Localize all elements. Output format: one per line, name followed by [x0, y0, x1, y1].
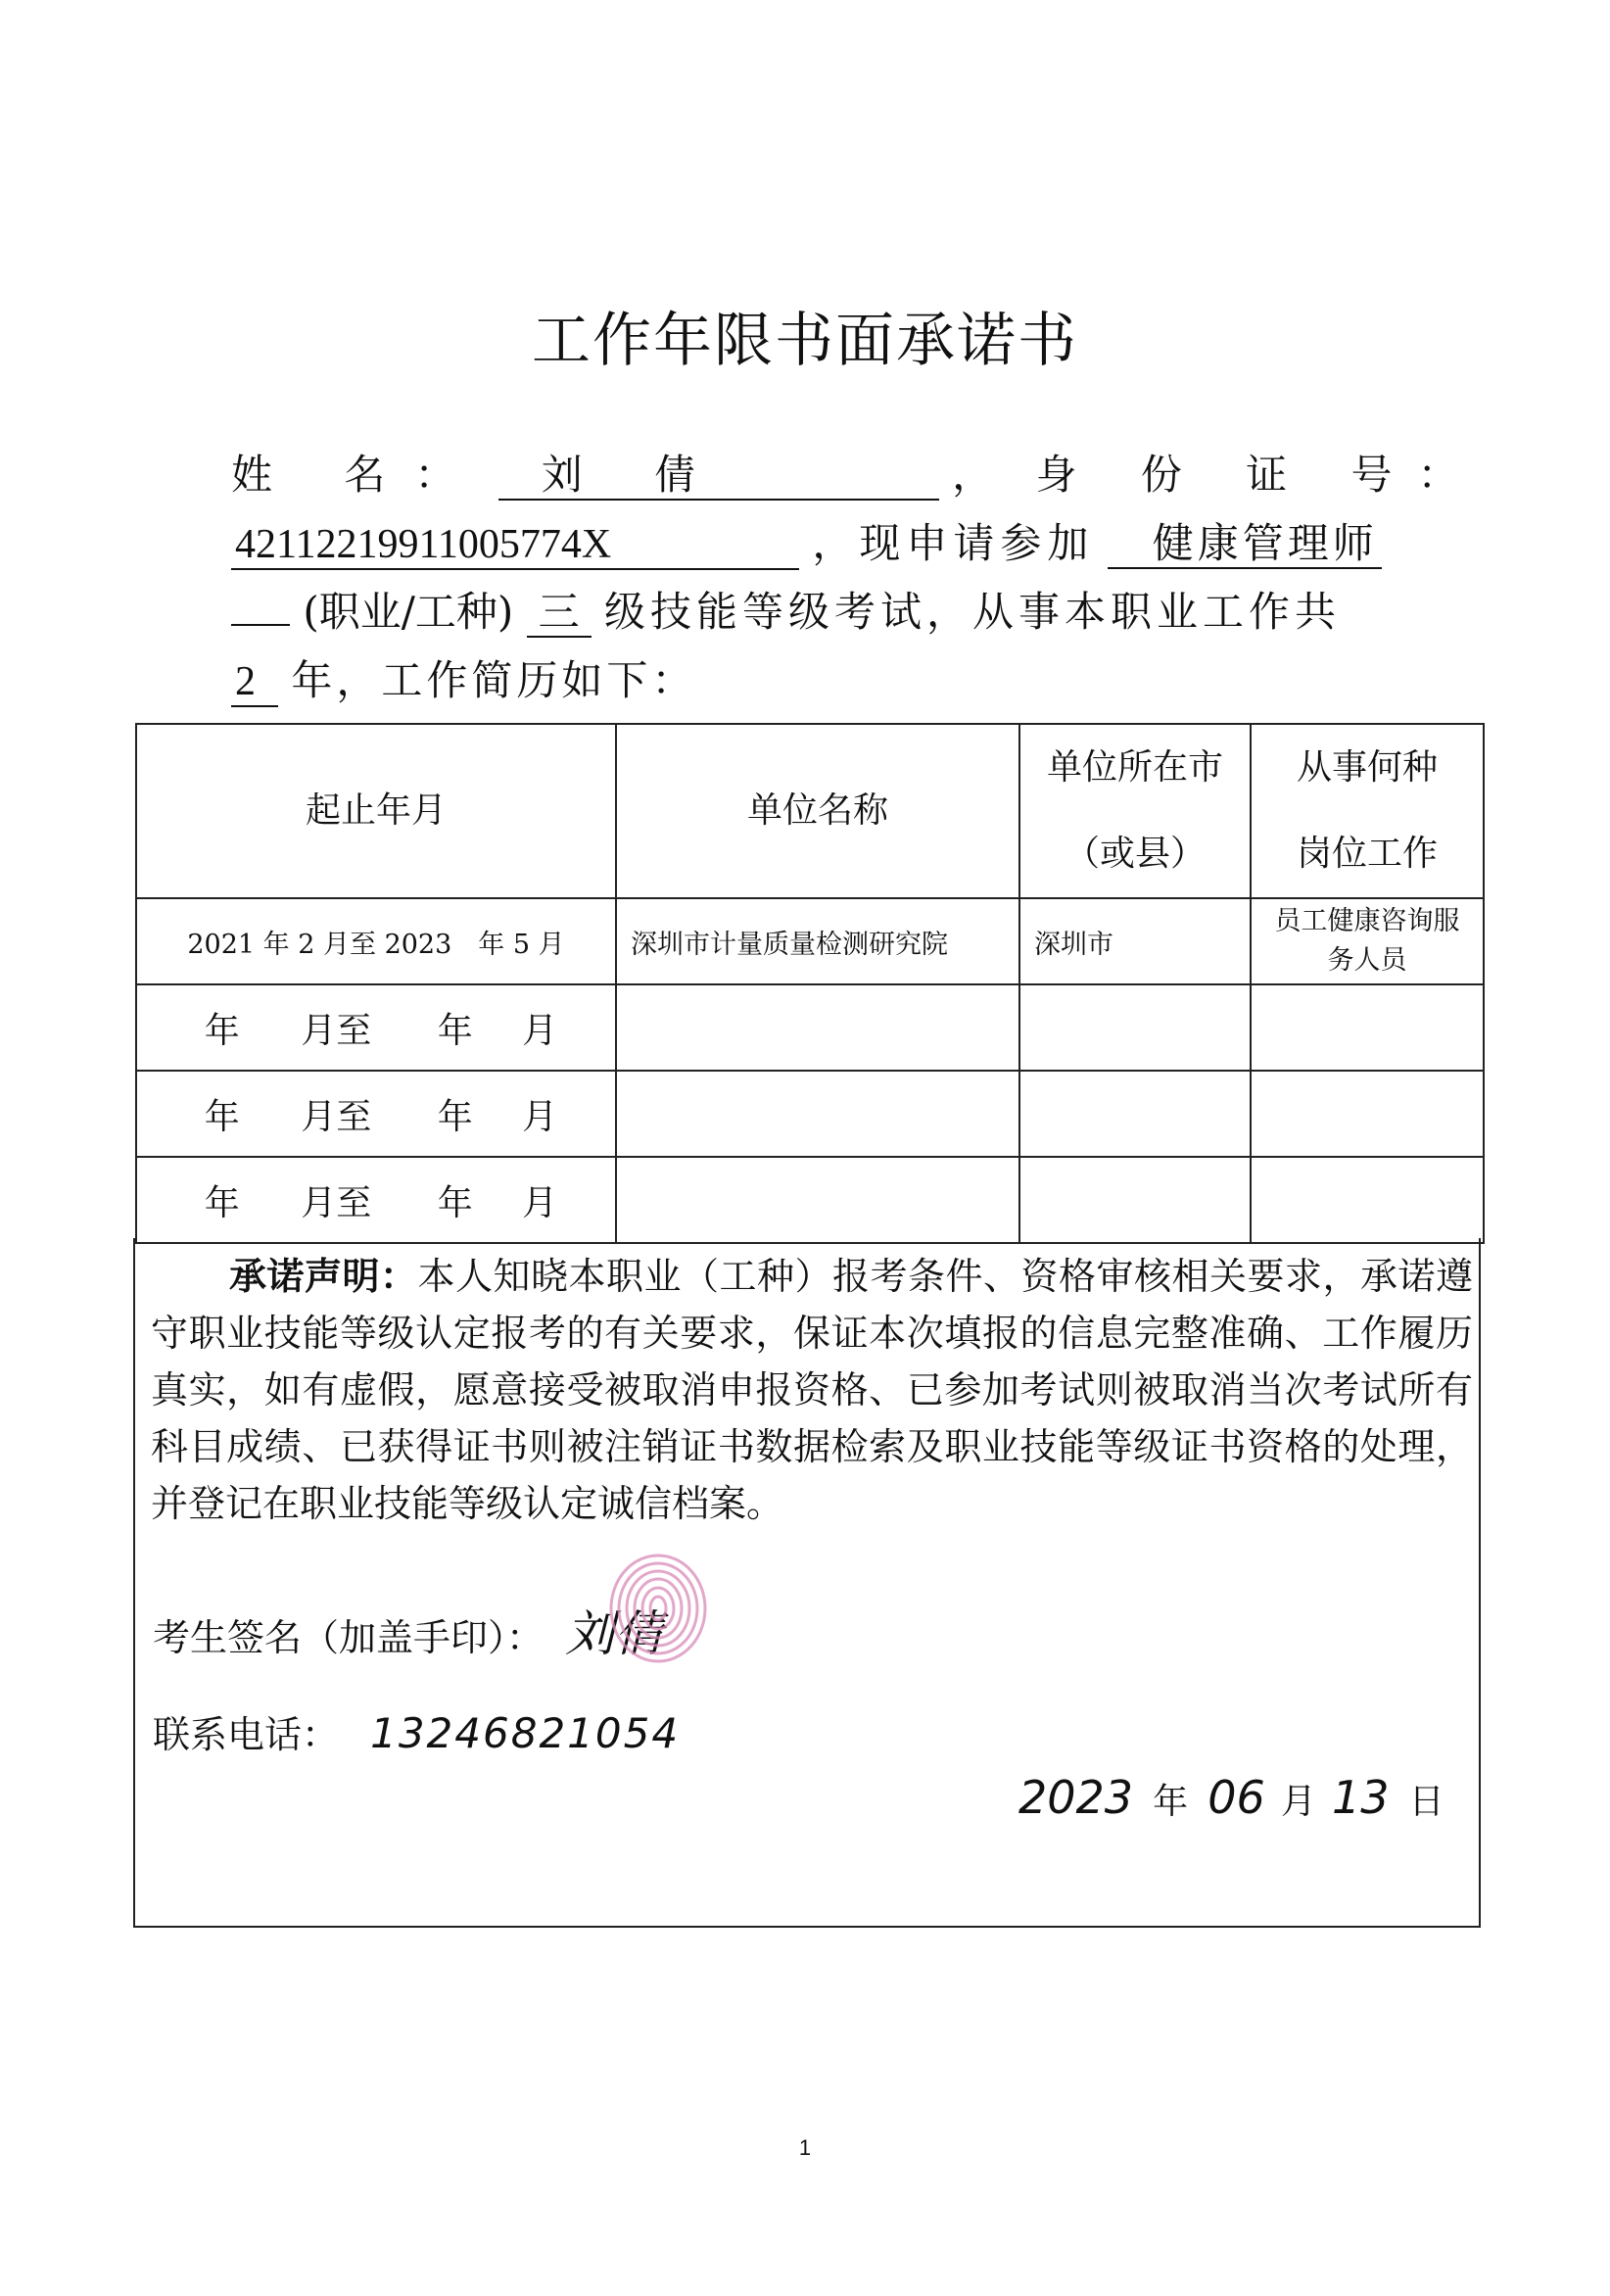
years-value: 2 [231, 658, 278, 707]
occupation-blank [231, 624, 290, 626]
header-unit: 单位名称 [616, 724, 1019, 898]
blank-cell [1019, 1157, 1251, 1243]
row1-unit: 深圳市计量质量检测研究院 [616, 898, 1019, 984]
blank-cell [1019, 984, 1251, 1071]
name-label: 姓 名： [231, 451, 486, 499]
id-line [231, 511, 1379, 570]
row1-post [1251, 898, 1484, 984]
id-number-value: 42112219911005774X [231, 521, 799, 570]
row1-post-line1: 员工健康咨询服 [1274, 906, 1460, 936]
date-day: 13 [1332, 1771, 1390, 1824]
level-line [231, 580, 1379, 639]
apply-text: ，现申请参加 [812, 519, 1095, 567]
date-month-unit: 月 [1280, 1782, 1316, 1822]
row1-period: 2021 年 2 月至 2023 年 5 月 [136, 898, 616, 984]
years-text: 年，工作简历如下： [291, 656, 697, 704]
document-title: 工作年限书面承诺书 [532, 307, 1078, 375]
date-year-unit: 年 [1153, 1782, 1189, 1822]
row1-post-line2: 务人员 [1327, 945, 1407, 976]
id-label: 身 份 证 号： [1035, 451, 1485, 499]
table-row [136, 984, 1484, 1071]
blank-cell [1251, 1071, 1484, 1157]
name-line [231, 443, 1485, 502]
table-row [136, 898, 1484, 984]
date-day-unit: 日 [1408, 1782, 1444, 1822]
blank-period [136, 1157, 616, 1243]
header-post-line1: 从事何种 [1296, 747, 1438, 788]
occupation-paren: (职业/工种) [303, 588, 514, 636]
blank-period [136, 1071, 616, 1157]
header-city-line2: （或县） [1064, 834, 1206, 874]
work-history-table [135, 723, 1485, 1244]
blank-year-start: 年 [204, 1182, 240, 1223]
blank-month-start: 月至 [301, 1010, 372, 1051]
blank-year-end: 年 [437, 1182, 473, 1223]
blank-cell [1019, 1071, 1251, 1157]
level-text: 级技能等级考试，从事本职业工作共 [604, 588, 1342, 636]
commitment-statement [151, 1248, 1473, 1532]
blank-year-end: 年 [437, 1010, 473, 1051]
blank-year-end: 年 [437, 1096, 473, 1137]
blank-cell [616, 984, 1019, 1071]
blank-month-end: 月 [522, 1182, 558, 1223]
blank-month-start: 月至 [301, 1182, 372, 1223]
blank-period [136, 984, 616, 1071]
blank-cell [616, 1071, 1019, 1157]
years-line [231, 648, 1379, 707]
row1-city: 深圳市 [1019, 898, 1251, 984]
table-row [136, 1157, 1484, 1243]
blank-year-start: 年 [204, 1096, 240, 1137]
date-line [1018, 1771, 1444, 1824]
header-period: 起止年月 [136, 724, 616, 898]
blank-year-start: 年 [204, 1010, 240, 1051]
blank-cell [1251, 984, 1484, 1071]
phone-line [153, 1704, 680, 1758]
table-row [136, 1071, 1484, 1157]
name-value: 刘 倩 [498, 452, 939, 501]
signature-line [153, 1595, 663, 1665]
signature-label: 考生签名（加盖手印）： [153, 1616, 545, 1659]
blank-cell [1251, 1157, 1484, 1243]
blank-cell [616, 1157, 1019, 1243]
page-number: 1 [798, 2135, 812, 2160]
header-city [1019, 724, 1251, 898]
fingerprint-icon [599, 1548, 717, 1665]
statement-text: 本人知晓本职业（工种）报考条件、资格审核相关要求，承诺遵守职业技能等级认定报考的有关要求，保证本次填报的信息完整准确、工作履历真实，如有虚假，愿意接受被取消申报资格、已参加考试则被取消当次考试所有科目成绩、已获得证书则被注销证书数据检索及职业技能等级证书资格的处理，并登记在职业技能等级认定诚信档案。 [151, 1255, 1473, 1525]
table-header-row [136, 724, 1484, 898]
blank-month-start: 月至 [301, 1096, 372, 1137]
comma: ， [952, 451, 994, 499]
statement-label: 承诺声明： [229, 1255, 418, 1298]
phone-label: 联系电话： [153, 1713, 340, 1756]
signature-value: 刘倩 [565, 1605, 664, 1662]
blank-month-end: 月 [522, 1010, 558, 1051]
level-value: 三 [527, 589, 592, 638]
phone-value: 13246821054 [370, 1709, 681, 1757]
header-post [1251, 724, 1484, 898]
header-city-line1: 单位所在市 [1046, 747, 1223, 788]
header-post-line2: 岗位工作 [1296, 834, 1438, 874]
date-year: 2023 [1018, 1771, 1134, 1824]
occupation-value: 健康管理师 [1108, 520, 1382, 569]
blank-month-end: 月 [522, 1096, 558, 1137]
date-month: 06 [1208, 1771, 1265, 1824]
